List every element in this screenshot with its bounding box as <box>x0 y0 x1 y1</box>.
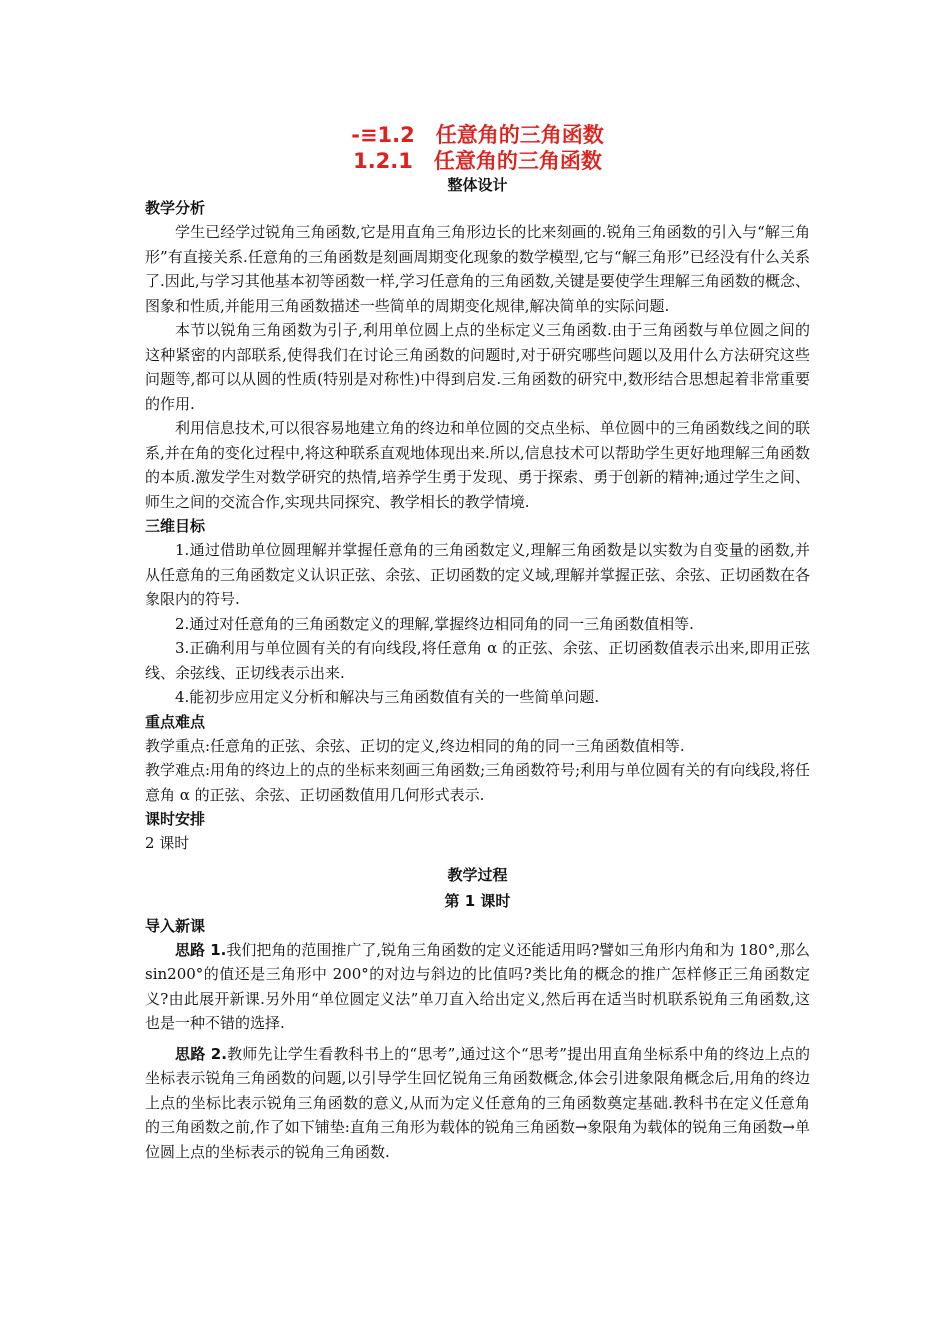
analysis-paragraph-2: 本节以锐角三角函数为引子,利用单位圆上点的坐标定义三角函数.由于三角函数与单位圆之间的这种紧密的内部联系,使得我们在讨论三角函数的问题时,对于研究哪些问题以及用什么方法研究这些问题等,都可以从圆的性质(特别是对称性)中得到启发.三角函数的研究中,数形结合思想起着非常重要的作用. <box>145 321 810 413</box>
idea-2-label: 思路 2. <box>175 1044 227 1063</box>
document-page <box>145 122 810 1164</box>
chapter-title: -≡1.2 任意角的三角函数 <box>351 123 604 147</box>
schedule-value: 2 课时 <box>145 834 190 852</box>
analysis-heading: 教学分析 <box>145 199 206 217</box>
analysis-paragraph-3: 利用信息技术,可以很容易地建立角的终边和单位圆的交点坐标、单位圆中的三角函数线之间的联系,并在角的变化过程中,将这种联系直观地体现出来.所以,信息技术可以帮助学生更好地理解三角函数的本质.激发学生对数学研究的热情,培养学生勇于发现、勇于探索、勇于创新的精神;通过学生之间、师生之间的交流合作,实现共同探究、教学相长的教学情境. <box>145 419 810 511</box>
idea-2-text: 教师先让学生看教科书上的“思考”,通过这个“思考”提出用直角坐标系中角的终边上点的坐标表示锐角三角函数的问题,以引导学生回忆锐角三角函数概念,体会引进象限角概念后,用角的终边上点的坐标比表示锐角三角函数的意义,从而为定义任意角的三角函数奠定基础.教科书在定义任意角的三角函数之前,作了如下铺垫:直角三角形为载体的锐角三角函数→象限角为载体的锐角三角函数→单位圆上点的坐标表示的锐角三角函数. <box>145 1044 810 1161</box>
goal-item-4: 4.能初步应用定义分析和解决与三角函数值有关的一些简单问题. <box>175 688 600 706</box>
goal-item-2: 2.通过对任意角的三角函数定义的理解,掌握终边相同角的同一三角函数值相等. <box>175 614 694 633</box>
goal-item-1: 1.通过借助单位圆理解并掌握任意角的三角函数定义,理解三角函数是以实数为自变量的函数,并从任意角的三角函数定义认识正弦、余弦、正切函数的定义域,理解并掌握正弦、余弦、正切函数在各象限内的符号. <box>145 541 810 608</box>
section-title: 1.2.1 任意角的三角函数 <box>353 149 602 173</box>
lesson-heading: 第 1 课时 <box>444 891 511 910</box>
analysis-paragraph-1: 学生已经学过锐角三角函数,它是用直角三角形边长的比来刻画的.锐角三角函数的引入与“解三角形”有直接关系.任意角的三角函数是刻画周期变化现象的数学模型,它与“解三角形”已经没有什么关系了.因此,与学习其他基本初等函数一样,学习任意角的三角函数,关键是要使学生理解三角函数的概念、图象和性质,并能用三角函数描述一些简单的周期变化规律,解决简单的实际问题. <box>145 223 810 315</box>
focus-heading: 重点难点 <box>145 712 206 731</box>
intro-idea-1 <box>145 938 810 1036</box>
idea-1-label: 思路 1. <box>175 940 227 959</box>
schedule-heading: 课时安排 <box>145 810 206 828</box>
goal-item-3: 3.正确利用与单位圆有关的有向线段,将任意角 α 的正弦、余弦、正切函数值表示出来,即用正弦线、余弦线、正切线表示出来. <box>145 639 810 682</box>
intro-idea-2 <box>145 1042 810 1165</box>
focus-key-point: 教学重点:任意角的正弦、余弦、正切的定义,终边相同的角的同一三角函数值相等. <box>145 736 685 755</box>
process-heading: 教学过程 <box>447 865 508 884</box>
focus-difficult-point: 教学难点:用角的终边上的点的坐标来刻画三角函数;三角函数符号;利用与单位圆有关的有向线段,将任意角 α 的正弦、余弦、正切函数值用几何形式表示. <box>145 761 810 804</box>
design-subtitle: 整体设计 <box>447 176 508 194</box>
intro-heading: 导入新课 <box>145 916 206 935</box>
goals-heading: 三维目标 <box>145 517 206 535</box>
idea-1-text: 我们把角的范围推广了,锐角三角函数的定义还能适用吗?譬如三角形内角和为 180°,那么 sin200°的值还是三角形中 200°的对边与斜边的比值吗?类比角的概念的推广怎样修正三角函数定义?由此展开新课.另外用“单位圆定义法”单刀直入给出定义,然后再在适当时机联系锐角三角函数,这也是一种不错的选择. <box>145 940 811 1032</box>
